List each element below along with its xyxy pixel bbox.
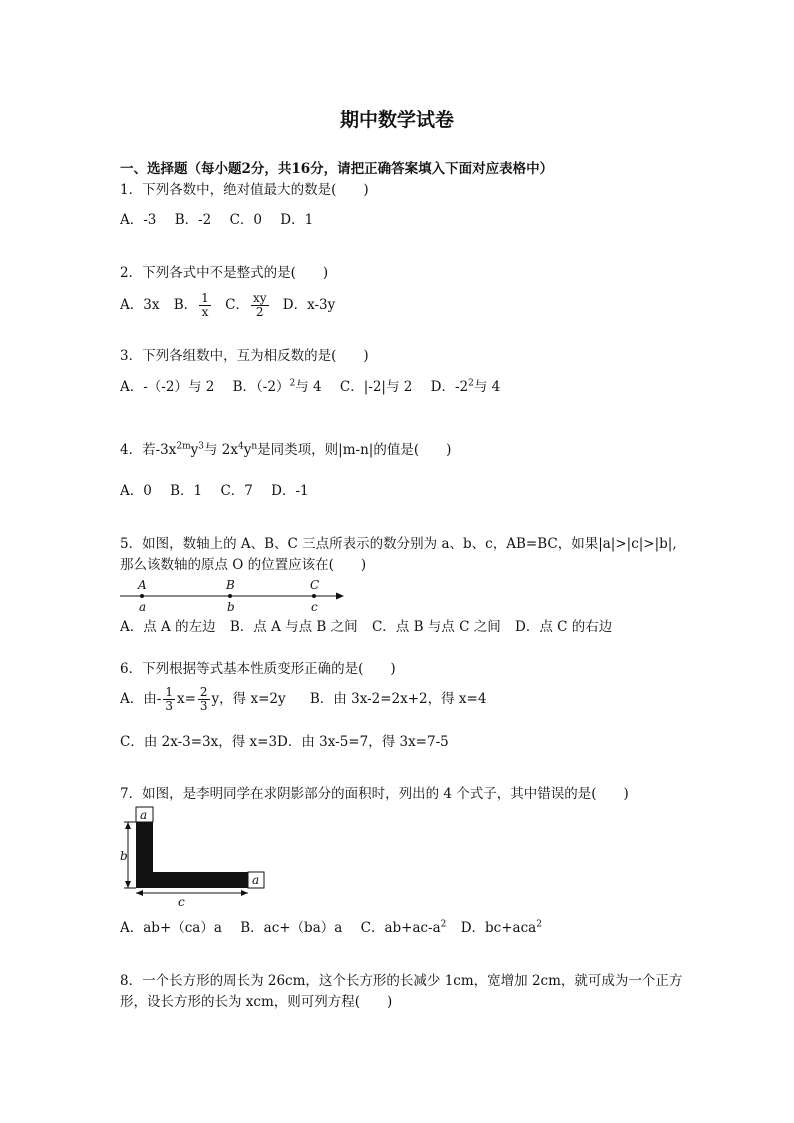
question-2-stem: 2．下列各式中不是整式的是( ) xyxy=(120,265,329,281)
q4-exponent: 4 xyxy=(238,441,244,452)
point-a xyxy=(140,594,144,598)
q3-d-rest: 与 4 xyxy=(473,379,501,395)
question-6-stem: 6．下列根据等式基本性质变形正确的是( ) xyxy=(120,661,396,677)
q6-a-text: A．由- xyxy=(120,691,162,707)
q6-option-b: B．由 3x-2=2x+2，得 x=4 xyxy=(309,691,487,707)
q1-option-d: D．1 xyxy=(280,212,314,228)
section-heading: 一、选择题（每小题2分，共16分，请把正确答案填入下面对应表格中） xyxy=(120,161,554,177)
q1-option-b: B．-2 xyxy=(174,212,212,228)
label-c: c xyxy=(178,895,185,909)
question-1-options xyxy=(120,214,327,228)
question-1-stem: 1．下列各数中，绝对值最大的数是( ) xyxy=(120,182,369,198)
label-b-lower: b xyxy=(227,600,235,614)
fraction-numerator: 2 xyxy=(199,684,208,699)
q3-b-rest: 与 4 xyxy=(295,379,322,395)
q4-option-a: A．0 xyxy=(120,483,152,499)
question-6-options-ab xyxy=(120,682,486,716)
q3-b-exponent: 2 xyxy=(289,378,296,389)
question-5-line-1: 5．如图，数轴上的 A、B、C 三点所表示的数分别为 a、b、c，AB=BC，如果|a|>|c|>|b|, xyxy=(120,536,677,552)
q7-option-a: A．ab+（ca）a xyxy=(120,920,222,936)
q7-d-exponent: 2 xyxy=(536,919,542,930)
q4-exponent: 2m xyxy=(176,441,191,452)
q2-option-d: D．x-3y xyxy=(282,297,336,313)
question-2-options xyxy=(120,288,335,322)
q6-a-fraction-1 xyxy=(163,686,175,713)
q7-c-text: C．ab+ac-a xyxy=(360,920,441,936)
question-7-options xyxy=(120,919,552,936)
question-8-line-2: 形，设长方形的长为 xcm，则可列方程( ) xyxy=(120,994,393,1010)
q3-option-c: C．|-2|与 2 xyxy=(339,379,413,395)
fraction-numerator: xy xyxy=(252,290,267,305)
q4-option-c: C．7 xyxy=(220,483,253,499)
question-3-options xyxy=(120,378,514,395)
arrow-down-icon xyxy=(125,881,131,888)
q4-text: y xyxy=(190,442,199,458)
label-a-lower: a xyxy=(139,600,147,614)
label-a-upper: A xyxy=(138,578,147,592)
label-b: b xyxy=(120,849,128,863)
fraction-numerator: 1 xyxy=(201,290,209,305)
question-3-stem: 3．下列各组数中，互为相反数的是( ) xyxy=(120,348,369,364)
q7-option-c xyxy=(360,919,447,936)
l-shape-figure xyxy=(118,804,268,910)
fraction-denominator: 2 xyxy=(255,305,264,319)
q7-d-text: D．bc+aca xyxy=(460,920,537,936)
q3-option-a: A．-（-2）与 2 xyxy=(120,379,215,395)
q4-text: y xyxy=(243,442,252,458)
q2-option-c-fraction xyxy=(251,292,269,319)
q7-option-b: B．ac+（ba）a xyxy=(240,920,343,936)
fraction-denominator: x xyxy=(201,305,209,319)
label-c-lower: c xyxy=(311,600,318,614)
q4-option-d: D．-1 xyxy=(271,483,309,499)
arrow-left-icon xyxy=(136,890,143,896)
point-b xyxy=(228,594,232,598)
q4-text: 4．若-3x xyxy=(120,442,177,458)
point-c xyxy=(312,594,316,598)
question-7-stem: 7．如图，是李明同学在求阴影部分的面积时，列出的 4 个式子，其中错误的是( ) xyxy=(120,786,629,802)
q5-option-c: C．点 B 与点 C 之间 xyxy=(371,619,501,635)
fraction-denominator: 3 xyxy=(165,699,173,713)
label-right-a: a xyxy=(252,873,260,887)
question-6-options-cd: C．由 2x-3=3x，得 x=3D．由 3x-5=7，得 3x=7-5 xyxy=(120,734,449,750)
arrow-icon xyxy=(336,593,344,600)
q3-d-exponent: 2 xyxy=(468,378,474,389)
q3-b-base: B．（-2） xyxy=(232,379,290,395)
label-top-a: a xyxy=(140,808,148,822)
q1-option-c: C．0 xyxy=(229,212,262,228)
page-title: 期中数学试卷 xyxy=(339,109,454,131)
q5-option-b: B．点 A 与点 B 之间 xyxy=(229,619,358,635)
question-5-line-2: 那么该数轴的原点 O 的位置应该在( ) xyxy=(120,557,367,573)
q4-option-b: B．1 xyxy=(170,483,203,499)
q6-a-fraction-2 xyxy=(198,686,210,713)
fraction-numerator: 1 xyxy=(165,684,173,699)
q6-a-text: x= xyxy=(176,691,196,707)
q1-option-a: A．-3 xyxy=(120,212,157,228)
question-5-options xyxy=(120,621,622,635)
arrow-up-icon xyxy=(125,822,131,829)
q7-option-d xyxy=(460,919,542,936)
q7-c-exponent: 2 xyxy=(440,919,447,930)
number-line-figure xyxy=(118,576,348,616)
question-8-line-1: 8．一个长方形的周长为 26cm，这个长方形的长减少 1cm，宽增加 2cm，就可成为一个正方 xyxy=(120,973,683,989)
q5-option-a: A．点 A 的左边 xyxy=(120,619,216,635)
label-c-upper: C xyxy=(310,578,320,592)
fraction-denominator: 3 xyxy=(199,699,208,713)
q2-option-b-prefix: B． xyxy=(173,297,198,313)
q3-option-d xyxy=(430,378,501,395)
q3-d-base: D．-2 xyxy=(430,379,469,395)
q4-exponent: n xyxy=(251,441,258,452)
label-b-upper: B xyxy=(226,578,235,592)
arrow-right-icon xyxy=(241,890,248,896)
question-4-stem xyxy=(120,441,452,458)
q4-text: 与 2x xyxy=(204,442,238,458)
q4-text: 是同类项，则|m-n|的值是( ) xyxy=(257,442,452,458)
q3-option-b xyxy=(232,378,322,395)
shaded-l-region xyxy=(136,822,248,888)
question-4-options xyxy=(120,485,323,499)
q2-option-b-fraction xyxy=(199,292,211,319)
q2-option-c-prefix: C． xyxy=(225,297,249,313)
q2-option-a: A．3x xyxy=(120,297,160,313)
q4-exponent: 3 xyxy=(198,441,204,452)
q5-option-d: D．点 C 的右边 xyxy=(515,619,613,635)
q6-a-text: y，得 x=2y xyxy=(211,691,286,707)
